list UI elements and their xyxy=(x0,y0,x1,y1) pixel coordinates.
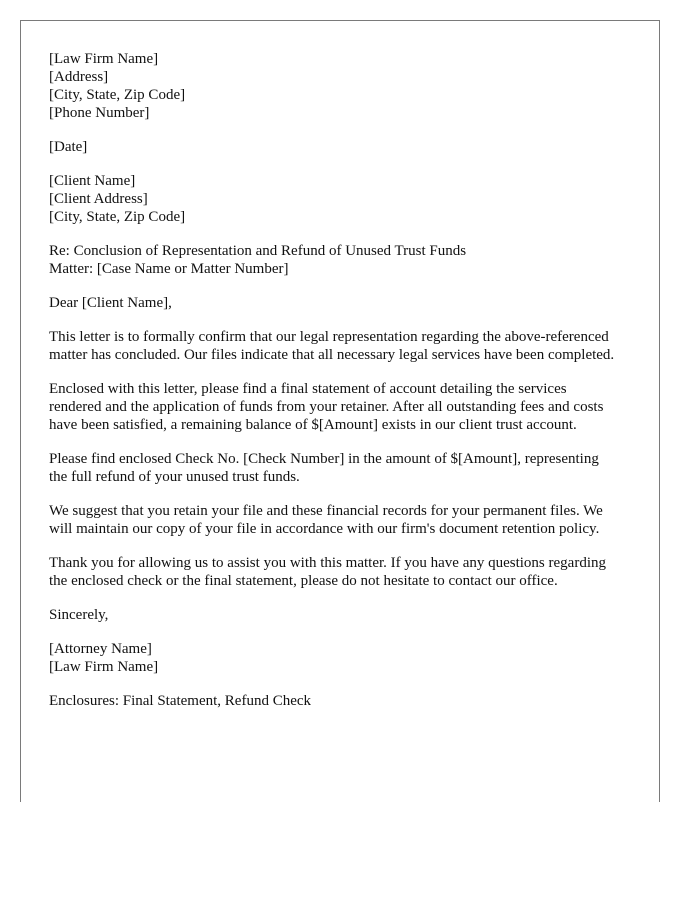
letter-body xyxy=(49,50,619,726)
matter-line: Matter: [Case Name or Matter Number] xyxy=(49,261,289,277)
salutation: Dear [Client Name], xyxy=(49,295,172,311)
salutation-block xyxy=(49,294,619,312)
enclosures: Enclosures: Final Statement, Refund Check xyxy=(49,693,312,709)
firm-name: [Law Firm Name] xyxy=(49,51,159,67)
body-paragraph-5: Thank you for allowing us to assist you with this matter. If you have any questions regarding the enclosed check or the final statement, please do not hesitate to contact our office. xyxy=(49,555,606,589)
date-block xyxy=(49,138,619,156)
client-city-state-zip: [City, State, Zip Code] xyxy=(49,209,186,225)
client-address-block xyxy=(49,172,619,226)
body-paragraph-1: This letter is to formally confirm that our legal representation regarding the above-referenced matter has concluded. Our files indicate that all necessary legal services have been completed. xyxy=(49,329,615,363)
signature-block xyxy=(49,640,619,676)
letter-date: [Date] xyxy=(49,139,88,155)
firm-city-state-zip: [City, State, Zip Code] xyxy=(49,87,186,103)
client-address: [Client Address] xyxy=(49,191,148,207)
signature-firm-name: [Law Firm Name] xyxy=(49,659,159,675)
letter-page xyxy=(20,20,660,802)
body-paragraph-2: Enclosed with this letter, please find a final statement of account detailing the services rendered and the application of funds from your retainer. After all outstanding fees and costs have been satisfied, a remaining balance of $[Amount] exists in our client trust account. xyxy=(49,381,604,433)
firm-header xyxy=(49,50,619,122)
closing: Sincerely, xyxy=(49,607,109,623)
firm-address: [Address] xyxy=(49,69,109,85)
enclosures-block xyxy=(49,692,619,710)
attorney-name: [Attorney Name] xyxy=(49,641,152,657)
firm-phone: [Phone Number] xyxy=(49,105,150,121)
re-line: Re: Conclusion of Representation and Refund of Unused Trust Funds xyxy=(49,243,467,259)
closing-block xyxy=(49,606,619,624)
client-name: [Client Name] xyxy=(49,173,136,189)
body-paragraph-4: We suggest that you retain your file and these financial records for your permanent files. We will maintain our copy of your file in accordance with our firm's document retention policy. xyxy=(49,503,603,537)
body-paragraph-3: Please find enclosed Check No. [Check Number] in the amount of $[Amount], representing the full refund of your unused trust funds. xyxy=(49,451,599,485)
subject-block xyxy=(49,242,619,278)
